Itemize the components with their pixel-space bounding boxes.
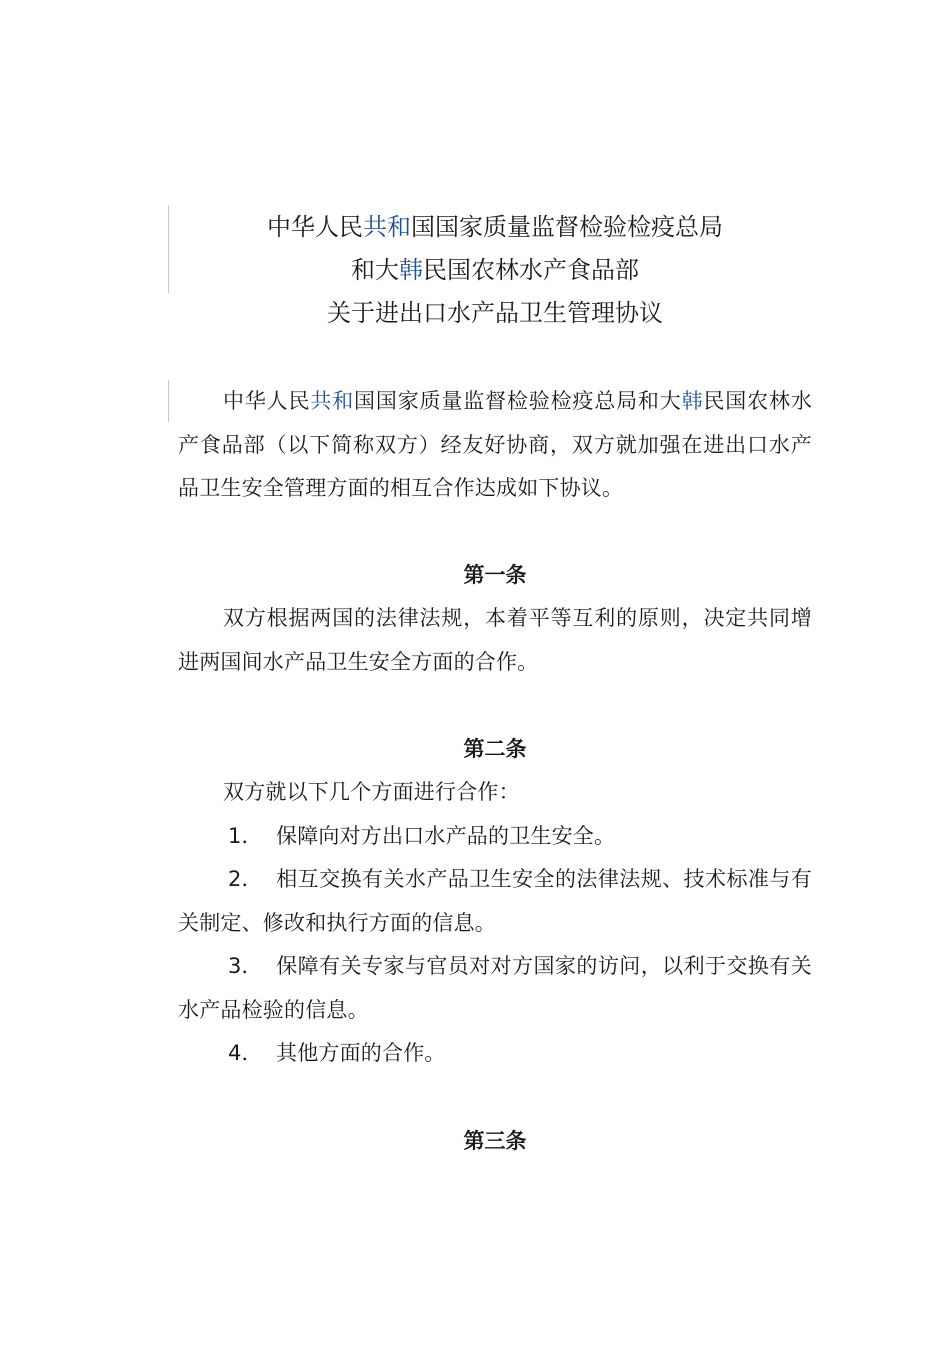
margin-marker <box>168 380 169 422</box>
highlighted-text: 共和 <box>363 213 411 241</box>
list-number: 1． <box>228 823 263 848</box>
highlighted-text: 韩 <box>399 256 423 284</box>
article-2-body <box>178 771 812 1076</box>
highlighted-text: 韩 <box>681 389 704 413</box>
article-1-heading: 第一条 <box>463 563 527 587</box>
list-number: 3． <box>228 954 263 978</box>
list-number: 4． <box>228 1041 263 1065</box>
list-item: 4． 其他方面的合作。 <box>178 1032 812 1076</box>
article-1-body <box>178 597 812 684</box>
title-line-3: 关于进出口水产品卫生管理协议 <box>327 299 663 327</box>
list-item: 2． 相互交换有关水产品卫生安全的法律法规、技术标准与有关制定、修改和执行方面的信息。 <box>178 858 812 945</box>
margin-marker <box>168 205 169 293</box>
document-title <box>178 206 812 335</box>
article-2-heading: 第二条 <box>463 737 527 761</box>
highlighted-text: 共和 <box>310 389 355 413</box>
list-number: 2． <box>228 867 263 891</box>
article-3-heading: 第三条 <box>463 1129 527 1153</box>
list-item: 1． 保障向对方出口水产品的卫生安全。 <box>178 815 812 859</box>
title-line-2: 和大韩民国农林水产食品部 <box>351 256 639 284</box>
list-item: 3． 保障有关专家与官员对对方国家的访问，以利于交换有关水产品检验的信息。 <box>178 945 812 1032</box>
article-1-text: 双方根据两国的法律法规，本着平等互利的原则，决定共同增进两国间水产品卫生安全方面的合作。 <box>178 606 812 674</box>
article-2-lead: 双方就以下几个方面进行合作： <box>223 780 520 804</box>
title-line-1: 中华人民共和国国家质量监督检验检疫总局 <box>267 213 723 241</box>
intro-paragraph: 中华人民共和国国家质量监督检验检疫总局和大韩民国农林水产食品部（以下简称双方）经友好协商，双方就加强在进出口水产品卫生安全管理方面的相互合作达成如下协议。 <box>178 389 813 500</box>
